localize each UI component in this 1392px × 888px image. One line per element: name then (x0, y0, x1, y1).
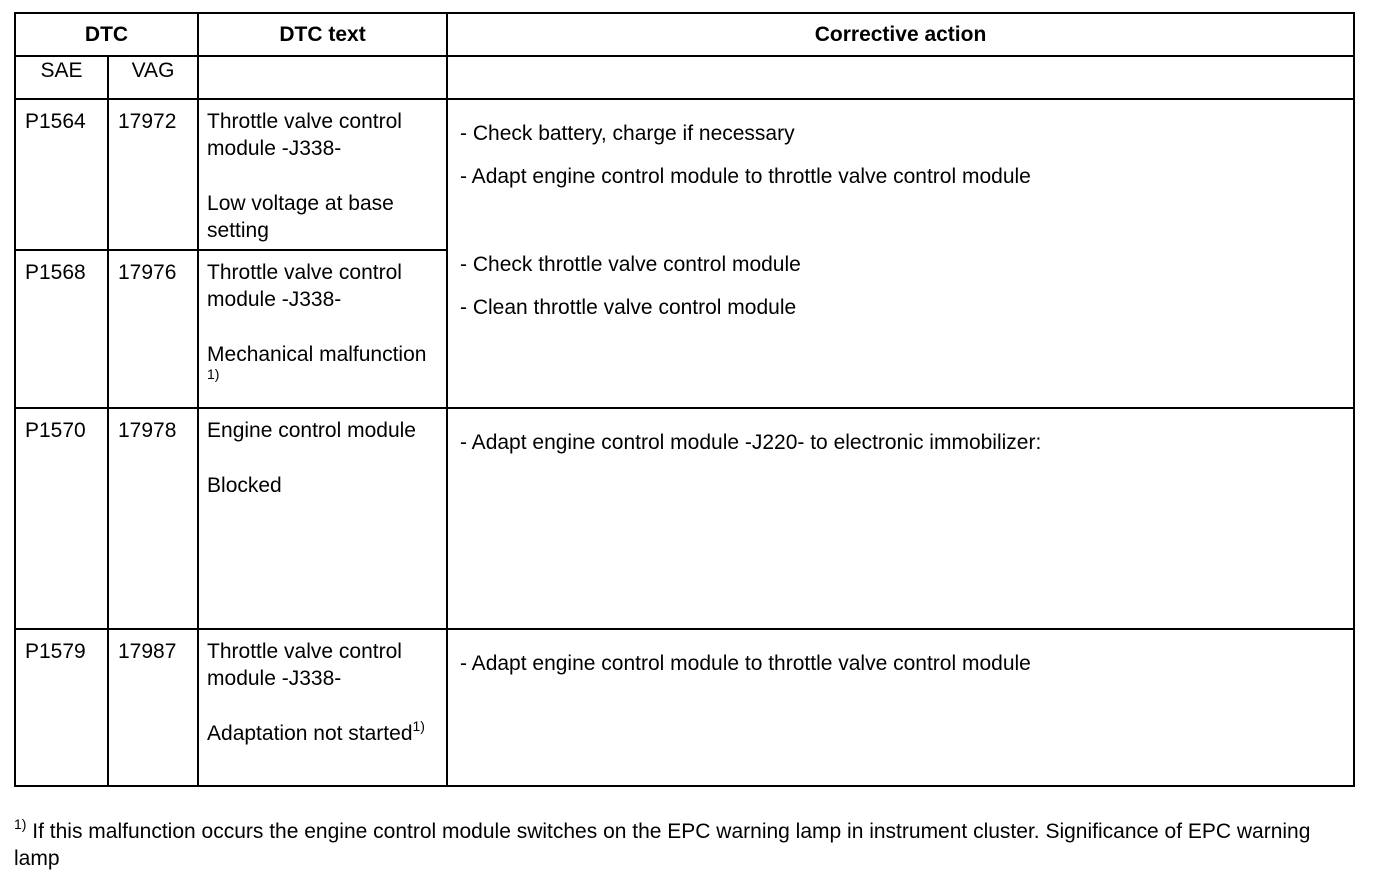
header-corrective-action: Corrective action (447, 13, 1354, 56)
vag-code: 17976 (108, 250, 198, 408)
dtc-component: Throttle valve control module -J338- (207, 110, 402, 160)
action-item: - Clean throttle valve control module (460, 296, 797, 319)
action-item: - Adapt engine control module to throttle valve control module (460, 652, 1031, 675)
vag-code: 17987 (108, 629, 198, 786)
dtc-table (14, 12, 1355, 787)
footnote-marker: 1) (412, 718, 425, 734)
corrective-action-cell (447, 629, 1354, 786)
vag-code: 17972 (108, 99, 198, 250)
footnote-text: If this malfunction occurs the engine control module switches on the EPC warning lamp in instrument cluster. Significance of EPC warning lamp (14, 820, 1311, 870)
table-row (15, 408, 1354, 629)
table-row (15, 99, 1354, 250)
subheader-vag: VAG (108, 56, 198, 99)
dtc-description: Blocked (207, 474, 282, 497)
action-group (460, 120, 1343, 251)
subheader-empty (198, 56, 447, 99)
action-item: - Check battery, charge if necessary (460, 122, 795, 145)
action-group (460, 251, 1343, 321)
dtc-text-cell (198, 408, 447, 629)
action-item: - Check throttle valve control module (460, 253, 801, 276)
sae-code: P1570 (15, 408, 108, 629)
action-item: - Adapt engine control module to throttle valve control module (460, 165, 1031, 188)
vag-code: 17978 (108, 408, 198, 629)
header-row (15, 13, 1354, 56)
footnote-marker: 1) (14, 816, 27, 832)
dtc-text-cell (198, 629, 447, 786)
sae-code: P1579 (15, 629, 108, 786)
corrective-action-cell (447, 408, 1354, 629)
action-item: - Adapt engine control module -J220- to electronic immobilizer: (460, 431, 1042, 454)
dtc-description: Mechanical malfunction $^{1)}$ (207, 343, 427, 382)
corrective-action-cell (447, 99, 1354, 408)
dtc-component: Throttle valve control module -J338- (207, 261, 402, 311)
dtc-description: Low voltage at base setting (207, 192, 394, 242)
dtc-text-cell (198, 99, 447, 250)
subheader-sae: SAE (15, 56, 108, 99)
dtc-description: Adaptation not started$^{1)}$ (207, 718, 425, 745)
dtc-component: Throttle valve control module -J338- (207, 640, 402, 690)
dtc-component: Engine control module (207, 419, 416, 442)
sae-code: P1564 (15, 99, 108, 250)
header-dtc-text: DTC text (198, 13, 447, 56)
footnote-marker: 1) (207, 366, 220, 382)
subheader-row (15, 56, 1354, 99)
header-dtc: DTC (15, 13, 198, 56)
dtc-text-cell (198, 250, 447, 408)
subheader-empty (447, 56, 1354, 99)
sae-code: P1568 (15, 250, 108, 408)
footnote (14, 818, 1354, 872)
table-row (15, 629, 1354, 786)
